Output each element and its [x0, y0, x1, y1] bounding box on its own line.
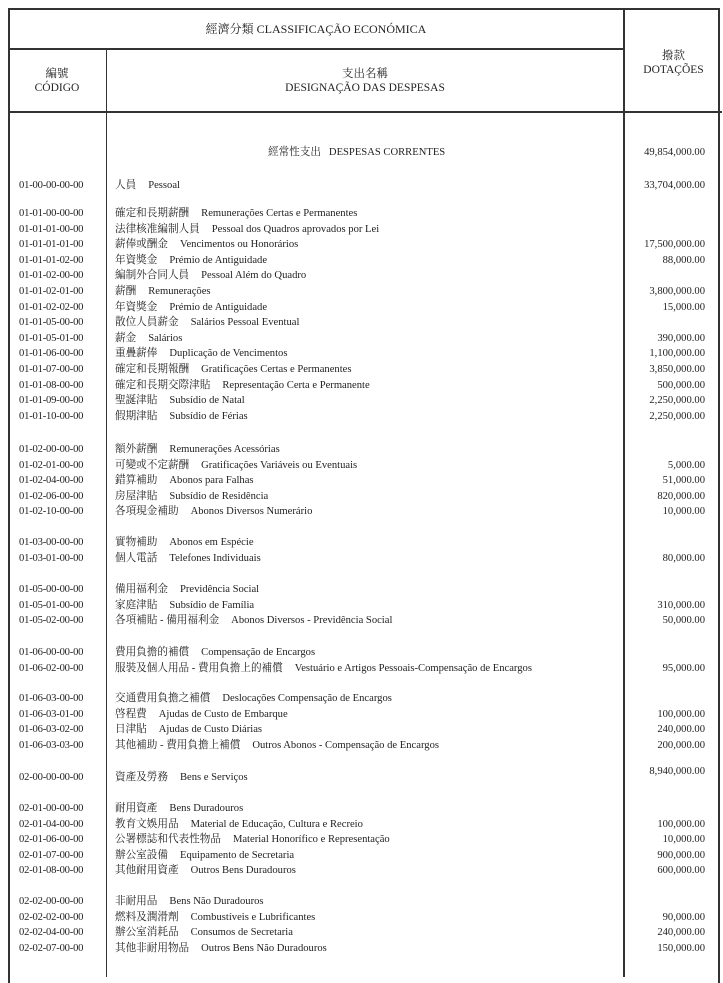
- total-label: [268, 145, 445, 160]
- row-amount: 820,000.00: [657, 490, 705, 502]
- row-description-zh: 啓程費: [115, 708, 147, 720]
- table-row: [0, 409, 723, 424]
- row-amount: 90,000.00: [662, 911, 705, 923]
- row-description: [115, 770, 248, 785]
- row-description-zh: 薪酬: [115, 286, 137, 297]
- table-title: [8, 8, 624, 50]
- row-description-pt: Remunerações Certas e Permanentes: [201, 208, 358, 219]
- row-description-zh: 交通費用負擔之補償: [115, 693, 211, 704]
- row-description: [115, 848, 294, 863]
- description-header-pt: DESIGNAÇÃO DAS DESPESAS: [285, 82, 445, 94]
- table-row: [0, 941, 723, 956]
- row-amount: 100,000.00: [657, 818, 705, 830]
- row-description: [115, 315, 299, 330]
- row-amount: 310,000.00: [657, 599, 705, 611]
- row-description-zh: 年資獎金: [115, 301, 158, 313]
- row-description: [115, 832, 390, 847]
- row-description: [115, 253, 267, 268]
- row-description-pt: Gratificações Certas e Permanentes: [201, 364, 352, 375]
- row-code: 01-01-01-02-00: [19, 254, 84, 266]
- row-code: 02-02-04-00-00: [19, 927, 84, 939]
- row-code: 01-01-05-00-00: [19, 317, 84, 329]
- description-header-zh: 支出名稱: [342, 68, 388, 80]
- row-amount: 80,000.00: [662, 552, 705, 564]
- row-code: 01-05-01-00-00: [19, 599, 84, 611]
- row-description: [115, 613, 392, 628]
- row-description: [115, 910, 315, 925]
- row-amount: 88,000.00: [662, 254, 705, 266]
- table-row: [0, 535, 723, 550]
- row-description: [115, 817, 363, 832]
- row-description-pt: Bens Não Duradouros: [169, 896, 264, 907]
- row-code: 01-06-03-03-00: [19, 739, 84, 751]
- row-description-pt: Gratificações Variáveis ou Eventuais: [201, 459, 358, 471]
- row-description-zh: 耐用資產: [115, 803, 158, 814]
- amount-header-pt: DOTAÇÕES: [643, 64, 704, 76]
- row-code: 01-01-10-00-00: [19, 410, 84, 422]
- row-amount: 150,000.00: [657, 942, 705, 954]
- row-amount: 240,000.00: [657, 927, 705, 939]
- row-description-zh: 法律核准編制人員: [115, 223, 200, 235]
- row-description-pt: Duplicação de Vencimentos: [169, 348, 288, 360]
- row-amount: 600,000.00: [657, 865, 705, 877]
- table-row: [0, 378, 723, 393]
- row-description-zh: 可變或不定薪酬: [115, 459, 190, 471]
- table-row: [0, 458, 723, 473]
- row-description-pt: Compensação de Encargos: [201, 647, 316, 658]
- row-description-pt: Telefones Individuais: [169, 552, 261, 564]
- table-row: [0, 707, 723, 722]
- row-code: 02-02-02-00-00: [19, 911, 84, 923]
- row-description: [115, 894, 264, 909]
- table-row: [0, 848, 723, 863]
- table-row: [0, 766, 723, 785]
- row-description-zh: 人員: [115, 180, 137, 191]
- row-code: 02-01-04-00-00: [19, 818, 84, 830]
- table-row: [0, 504, 723, 519]
- description-header: [107, 67, 623, 95]
- row-description: [115, 237, 298, 252]
- row-description-zh: 確定和長期報酬: [115, 364, 190, 375]
- row-description-zh: 假期津貼: [115, 410, 158, 422]
- row-description-pt: Material Honorífico e Representação: [232, 834, 390, 846]
- row-description-pt: Equipamento de Secretaria: [179, 849, 295, 861]
- row-description: [115, 393, 245, 408]
- row-amount: 50,000.00: [662, 615, 705, 627]
- row-code: 02-01-00-00-00: [19, 803, 84, 814]
- row-description: [115, 178, 180, 193]
- row-description: [115, 925, 293, 940]
- row-code: 01-01-09-00-00: [19, 395, 84, 407]
- table-row: [0, 598, 723, 613]
- table-row: [0, 300, 723, 315]
- row-description: [115, 582, 259, 597]
- row-code: 01-06-03-00-00: [19, 693, 84, 704]
- row-description-zh: 實物補助: [115, 537, 158, 548]
- row-description: [115, 222, 379, 237]
- table-row: [0, 473, 723, 488]
- row-amount: 8,940,000.00: [649, 766, 705, 777]
- row-description-zh: 房屋津貼: [115, 490, 158, 502]
- row-amount: 33,704,000.00: [644, 180, 705, 191]
- row-amount: 10,000.00: [662, 834, 705, 846]
- total-label-zh: 經常性支出: [268, 147, 321, 158]
- row-amount: 1,100,000.00: [649, 348, 705, 360]
- table-row: [0, 925, 723, 940]
- row-description: [115, 362, 351, 377]
- table-row: [0, 738, 723, 753]
- row-description-pt: Bens e Serviços: [179, 772, 248, 783]
- row-description: [115, 489, 268, 504]
- row-description-zh: 日津貼: [115, 724, 147, 736]
- total-row: [0, 145, 723, 160]
- row-description: [115, 598, 254, 613]
- row-code: 01-02-10-00-00: [19, 506, 84, 518]
- table-row: [0, 178, 723, 193]
- row-amount: 2,250,000.00: [649, 395, 705, 407]
- row-description-pt: Prémio de Antiguidade: [169, 301, 268, 313]
- classification-title: 經濟分類 CLASSIFICAÇÃO ECONÓMICA: [205, 21, 427, 36]
- row-code: 01-05-02-00-00: [19, 615, 84, 627]
- row-code: 01-02-06-00-00: [19, 490, 84, 502]
- row-description-pt: Consumos de Secretaria: [190, 927, 293, 939]
- row-amount: 500,000.00: [657, 379, 705, 391]
- row-description: [115, 346, 287, 361]
- row-description: [115, 722, 262, 737]
- row-description-zh: 教育文娛用品: [115, 818, 179, 830]
- row-description-zh: 非耐用品: [115, 896, 158, 907]
- header-divider: [8, 111, 722, 113]
- row-code: 02-01-06-00-00: [19, 834, 84, 846]
- row-description: [115, 378, 370, 393]
- code-header: [8, 67, 106, 95]
- row-description: [115, 551, 261, 566]
- total-amount: 49,854,000.00: [644, 147, 705, 158]
- table-row: [0, 863, 723, 878]
- row-description-zh: 各項補貼 - 備用福利金: [115, 615, 220, 627]
- code-header-zh: 編號: [45, 68, 69, 80]
- row-description-pt: Prémio de Antiguidade: [169, 254, 268, 266]
- row-code: 01-01-05-01-00: [19, 332, 84, 344]
- row-description: [115, 284, 211, 299]
- row-description: [115, 504, 312, 519]
- total-label-pt: DESPESAS CORRENTES: [328, 147, 446, 158]
- row-code: 02-02-07-00-00: [19, 942, 84, 954]
- row-description-pt: Abonos Diversos Numerário: [190, 506, 313, 518]
- row-description-pt: Previdência Social: [179, 584, 260, 595]
- row-description-zh: 散位人員薪金: [115, 317, 179, 329]
- row-description-pt: Bens Duradouros: [169, 803, 244, 814]
- row-description-pt: Salários: [148, 332, 183, 344]
- row-description-pt: Subsídio de Natal: [169, 395, 245, 407]
- row-description-pt: Abonos Diversos - Previdência Social: [231, 615, 393, 627]
- table-row: [0, 315, 723, 330]
- row-description-zh: 聖誕津貼: [115, 395, 158, 407]
- row-code: 01-01-07-00-00: [19, 364, 84, 375]
- table-row: [0, 331, 723, 346]
- table-row: [0, 222, 723, 237]
- row-code: 01-02-00-00-00: [19, 444, 84, 455]
- row-description: [115, 300, 267, 315]
- table-row: [0, 346, 723, 361]
- row-amount: 240,000.00: [657, 724, 705, 736]
- table-row: [0, 582, 723, 597]
- row-description: [115, 458, 357, 473]
- row-description-zh: 其他耐用資產: [115, 865, 179, 877]
- row-code: 02-01-07-00-00: [19, 849, 84, 861]
- table-row: [0, 268, 723, 283]
- row-description-zh: 年資獎金: [115, 254, 158, 266]
- amount-header-zh: 撥款: [662, 50, 685, 62]
- row-code: 01-06-00-00-00: [19, 647, 84, 658]
- row-code: 01-01-01-01-00: [19, 239, 84, 251]
- row-description-pt: Vestuário e Artigos Pessoais-Compensação de Encargos: [294, 662, 532, 674]
- table-row: [0, 910, 723, 925]
- table-row: [0, 253, 723, 268]
- table-row: [0, 645, 723, 660]
- row-code: 01-05-00-00-00: [19, 584, 84, 595]
- row-description-zh: 其他補助 - 費用負擔上補償: [115, 739, 241, 751]
- table-row: [0, 691, 723, 706]
- row-description-pt: Material de Educação, Cultura e Recreio: [190, 818, 363, 830]
- row-description: [115, 535, 254, 550]
- row-code: 01-01-01-00-00: [19, 223, 84, 235]
- row-code: 02-01-08-00-00: [19, 865, 84, 877]
- row-code: 01-01-02-02-00: [19, 301, 84, 313]
- row-description-zh: 服裝及個人用品 - 費用負擔上的補償: [115, 662, 283, 674]
- row-description-zh: 編制外合同人員: [115, 270, 190, 282]
- row-description: [115, 268, 306, 283]
- row-description-pt: Subsídio de Férias: [169, 410, 248, 422]
- row-code: 01-01-08-00-00: [19, 379, 84, 391]
- row-description-zh: 錯算補助: [115, 475, 158, 487]
- row-description-zh: 公署標誌和代表性物品: [115, 834, 221, 846]
- row-description-zh: 額外薪酬: [115, 444, 158, 455]
- row-description-zh: 辦公室消耗品: [115, 927, 179, 939]
- row-description-pt: Outros Abonos - Compensação de Encargos: [252, 739, 439, 751]
- table-row: [0, 817, 723, 832]
- table-row: [0, 489, 723, 504]
- row-code: 01-06-03-01-00: [19, 708, 84, 720]
- row-description-zh: 薪俸或酬金: [115, 239, 168, 251]
- table-row: [0, 661, 723, 676]
- row-description: [115, 473, 254, 488]
- row-description: [115, 442, 280, 457]
- row-amount: 95,000.00: [662, 662, 705, 674]
- row-code: 01-01-02-01-00: [19, 286, 84, 297]
- row-description-pt: Abonos em Espécie: [169, 537, 254, 548]
- row-description-pt: Remunerações: [148, 286, 211, 297]
- row-description-zh: 各項現金補助: [115, 506, 179, 518]
- row-description-zh: 燃料及潤滑劑: [115, 911, 179, 923]
- table-row: [0, 613, 723, 628]
- row-description: [115, 738, 439, 753]
- row-amount: 10,000.00: [662, 506, 705, 518]
- row-code: 01-03-01-00-00: [19, 552, 84, 564]
- row-description: [115, 801, 243, 816]
- row-description-pt: Combustíveis e Lubrificantes: [190, 911, 316, 923]
- row-amount: 2,250,000.00: [649, 410, 705, 422]
- row-description-pt: Outros Bens Duradouros: [190, 865, 296, 877]
- row-amount: 200,000.00: [657, 739, 705, 751]
- table-row: [0, 801, 723, 816]
- table-row: [0, 284, 723, 299]
- row-description-pt: Ajudas de Custo Diárias: [158, 724, 263, 736]
- row-description-pt: Vencimentos ou Honorários: [179, 239, 299, 251]
- row-amount: 5,000.00: [667, 459, 705, 471]
- row-amount: 3,800,000.00: [649, 286, 705, 297]
- table-row: [0, 442, 723, 457]
- row-description-zh: 薪金: [115, 332, 137, 344]
- table-row: [0, 722, 723, 737]
- row-description-pt: Representação Certa e Permanente: [222, 379, 370, 391]
- row-description-pt: Outros Bens Não Duradouros: [201, 942, 327, 954]
- row-code: 01-02-04-00-00: [19, 475, 84, 487]
- row-amount: 51,000.00: [662, 475, 705, 487]
- row-description: [115, 863, 296, 878]
- table-row: [0, 551, 723, 566]
- row-code: 01-06-03-02-00: [19, 724, 84, 736]
- row-code: 01-06-02-00-00: [19, 662, 84, 674]
- row-code: 02-00-00-00-00: [19, 772, 84, 783]
- row-description-pt: Ajudas de Custo de Embarque: [158, 708, 288, 720]
- code-header-pt: CÓDIGO: [34, 82, 80, 94]
- row-description-pt: Pessoal: [148, 180, 180, 191]
- table-row: [0, 206, 723, 221]
- row-description-zh: 費用負擔的補償: [115, 647, 190, 658]
- row-amount: 17,500,000.00: [644, 239, 705, 251]
- row-description-zh: 家庭津貼: [115, 599, 158, 611]
- row-description: [115, 206, 357, 221]
- row-description-pt: Pessoal Além do Quadro: [201, 270, 307, 282]
- row-description-zh: 其他非耐用物品: [115, 942, 190, 954]
- table-row: [0, 832, 723, 847]
- row-code: 01-00-00-00-00: [19, 180, 84, 191]
- row-code: 01-01-06-00-00: [19, 348, 84, 360]
- row-code: 01-02-01-00-00: [19, 459, 84, 471]
- row-code: 01-01-02-00-00: [19, 270, 84, 282]
- table-row: [0, 237, 723, 252]
- amount-header: [625, 49, 722, 77]
- row-amount: 3,850,000.00: [649, 364, 705, 375]
- row-description: [115, 941, 327, 956]
- row-description-zh: 資產及勞務: [115, 772, 168, 783]
- row-amount: 100,000.00: [657, 708, 705, 720]
- row-code: 01-03-00-00-00: [19, 537, 84, 548]
- row-description: [115, 691, 392, 706]
- row-description-pt: Abonos para Falhas: [169, 475, 254, 487]
- row-description-pt: Subsídio de Família: [169, 599, 255, 611]
- row-description: [115, 645, 315, 660]
- table-row: [0, 894, 723, 909]
- row-description-zh: 備用福利金: [115, 584, 168, 595]
- table-row: [0, 393, 723, 408]
- row-description-pt: Subsídio de Residência: [169, 490, 269, 502]
- row-description: [115, 707, 288, 722]
- row-amount: 15,000.00: [662, 301, 705, 313]
- row-description-pt: Pessoal dos Quadros aprovados por Lei: [211, 223, 380, 235]
- row-description: [115, 409, 248, 424]
- row-code: 01-01-00-00-00: [19, 208, 84, 219]
- row-description: [115, 661, 532, 676]
- row-description-zh: 個人電話: [115, 552, 158, 564]
- table-row: [0, 362, 723, 377]
- row-description-zh: 確定和長期薪酬: [115, 208, 190, 219]
- row-description: [115, 331, 182, 346]
- row-description-pt: Salários Pessoal Eventual: [190, 317, 300, 329]
- row-amount: 390,000.00: [657, 332, 705, 344]
- row-description-pt: Deslocações Compensação de Encargos: [222, 693, 392, 704]
- row-code: 02-02-00-00-00: [19, 896, 84, 907]
- row-description-zh: 確定和長期交際津貼: [115, 379, 211, 391]
- row-description-pt: Remunerações Acessórias: [169, 444, 280, 455]
- row-description-zh: 重疊薪俸: [115, 348, 158, 360]
- row-amount: 900,000.00: [657, 849, 705, 861]
- row-description-zh: 辦公室設備: [115, 849, 168, 861]
